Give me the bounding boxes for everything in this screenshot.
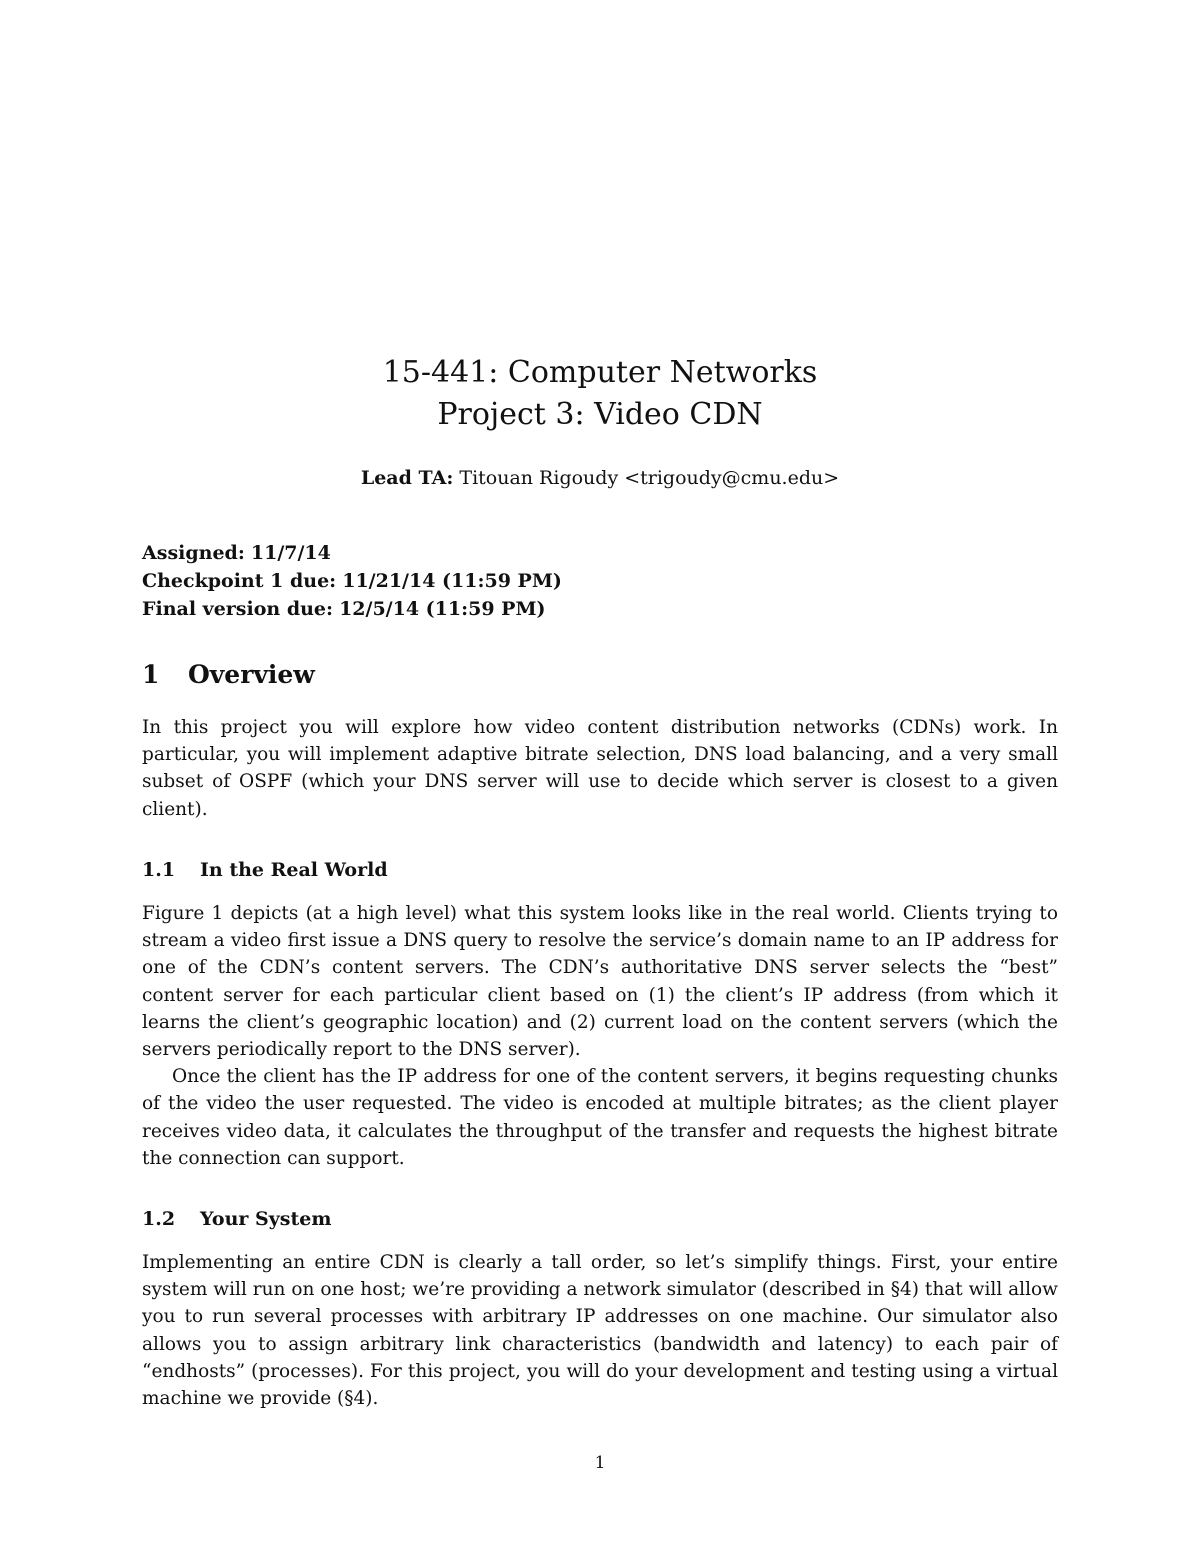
section-real-world xyxy=(142,856,1058,1172)
subsection-heading xyxy=(142,856,1058,884)
section-overview xyxy=(142,658,1058,823)
date-label: Final version due: xyxy=(142,598,334,620)
dates-block xyxy=(142,539,562,623)
subsection-title: In the Real World xyxy=(200,859,388,881)
your-system-paragraph: Implementing an entire CDN is clearly a tall order, so let’s simplify things. First, your entire system will run on one host; we’re providing a network simulator (described in §4) that will allow you to run several processes with arbitrary IP addresses on one machine. Our simulator also allows you to assign arbitrary link characteristics (bandwidth and latency) to each pair of “endhosts” (processes). For this project, you will do your development and testing using a virtual machine we provide (§4). xyxy=(142,1252,1058,1410)
subsection-number: 1.1 xyxy=(142,859,176,881)
subsection-heading xyxy=(142,1205,1058,1233)
project-title: Project 3: Video CDN xyxy=(437,397,763,432)
date-value: 12/5/14 (11:59 PM) xyxy=(339,598,546,620)
section-heading xyxy=(142,658,1058,692)
lead-ta-line xyxy=(0,464,1200,492)
subsection-number: 1.2 xyxy=(142,1208,176,1230)
date-row-checkpoint xyxy=(142,567,562,595)
section-your-system xyxy=(142,1205,1058,1412)
date-label: Assigned: xyxy=(142,542,245,564)
section-title: Overview xyxy=(188,660,315,689)
page-number: 1 xyxy=(594,1453,606,1473)
overview-paragraph: In this project you will explore how video content distribution networks (CDNs) work. In particular, you will implement adaptive bitrate selection, DNS load balancing, and a very small subset of OSPF (which your DNS server will use to decide which server is closest to a given client). xyxy=(142,717,1058,820)
real-world-paragraph-2: Once the client has the IP address for one of the content servers, it begins requesting chunks of the video the user requested. The video is encoded at multiple bitrates; as the client player receives video data, it calculates the throughput of the transfer and requests the highest bitrate the connection can support. xyxy=(142,1066,1058,1169)
title-block xyxy=(0,352,1200,436)
real-world-paragraph-1: Figure 1 depicts (at a high level) what this system looks like in the real world. Clients trying to stream a video first issue a DNS query to resolve the service’s domain name to an IP address for one of the CDN’s content servers. The CDN’s authoritative DNS server selects the “best” content server for each particular client based on (1) the client’s IP address (from which it learns the client’s geographic location) and (2) current load on the content servers (which the servers periodically report to the DNS server). xyxy=(142,903,1058,1061)
date-row-final xyxy=(142,595,562,623)
date-row-assigned xyxy=(142,539,562,567)
date-label: Checkpoint 1 due: xyxy=(142,570,337,592)
subsection-title: Your System xyxy=(200,1208,332,1230)
course-title: 15-441: Computer Networks xyxy=(382,355,818,390)
date-value: 11/7/14 xyxy=(250,542,331,564)
lead-ta-label: Lead TA: xyxy=(360,467,454,489)
section-number: 1 xyxy=(142,660,160,689)
lead-ta-value: Titouan Rigoudy <trigoudy@cmu.edu> xyxy=(459,467,840,489)
date-value: 11/21/14 (11:59 PM) xyxy=(342,570,562,592)
